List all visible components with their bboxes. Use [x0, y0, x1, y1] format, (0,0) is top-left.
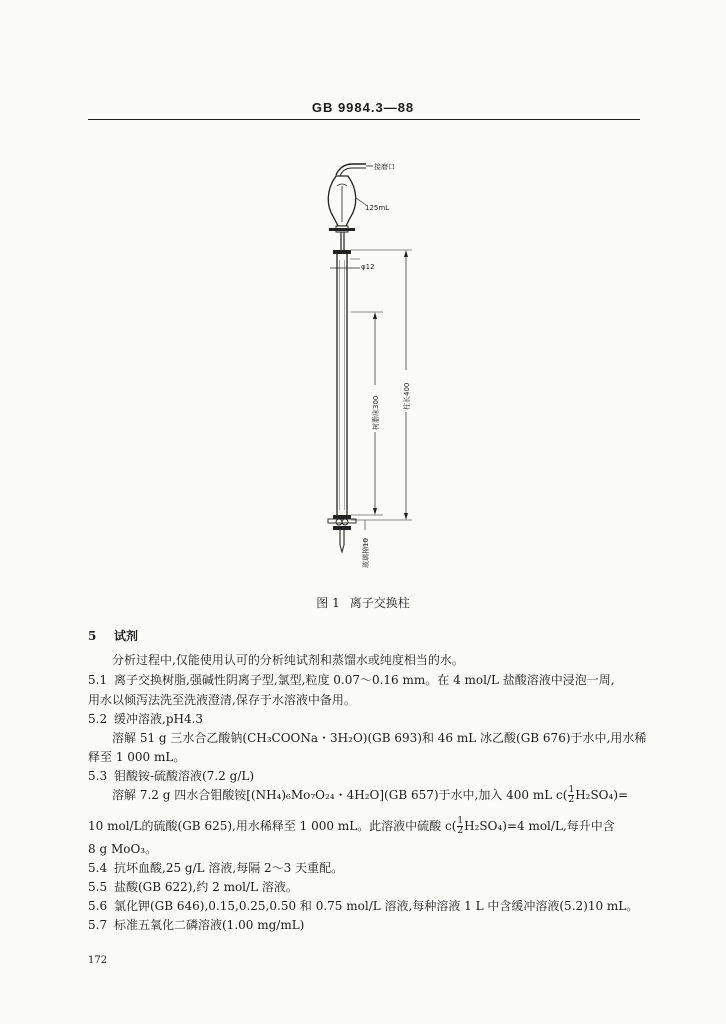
intro-paragraph: 分析过程中,仅能使用认可的分析纯试剂和蒸馏水或纯度相当的水。 — [112, 653, 464, 667]
item-number: 5.4 — [88, 861, 108, 875]
item-title: 钼酸铵-硫酸溶液(7.2 g/L) — [114, 769, 255, 783]
item-title: 缓冲溶液,pH4.3 — [114, 712, 204, 726]
frac-denominator: 2 — [457, 826, 464, 836]
item-5-7 — [88, 916, 304, 933]
frac-numerator: 1 — [457, 816, 464, 826]
item-text: 标准五氧化二磷溶液(1.00 mg/mL) — [114, 918, 305, 932]
item-5-2 — [88, 710, 203, 727]
item-number: 5.1 — [88, 673, 108, 687]
page-number: 172 — [88, 955, 108, 966]
label-volume: 125mL — [365, 204, 390, 212]
standard-header: GB 9984.3—88 — [311, 100, 415, 115]
item-number: 5.2 — [88, 712, 108, 726]
item-number: 5.6 — [88, 899, 108, 913]
item-5-1 — [88, 671, 615, 688]
section-5-heading — [88, 627, 138, 644]
figure-title: 离子交换柱 — [349, 596, 410, 610]
item-number: 5.7 — [88, 918, 108, 932]
label-ground-joint: 接磨口 — [374, 163, 395, 171]
item-5-6 — [88, 897, 638, 914]
text-segment: 10 mol/L的硫酸(GB 625),用水稀释至 1 000 mL。此溶液中硫酸 c( — [88, 819, 457, 833]
label-diameter: φ12 — [361, 263, 375, 271]
item-5-2-text: 溶解 51 g 三水合乙酸钠(CH₃COONa・3H₂O)(GB 693)和 46 mL 冰乙酸(GB 676)于水中,用水稀 — [112, 731, 647, 745]
item-5-3-line-2 — [88, 817, 615, 836]
item-5-3 — [88, 767, 254, 784]
text-segment: H₂SO₄)=4 mol/L,每升中含 — [464, 819, 615, 833]
label-column-length: 柱长400 — [403, 382, 411, 410]
fraction-one-half — [457, 817, 463, 836]
label-glass-wool: 玻璃棉10 — [362, 538, 370, 568]
item-text: 抗坏血酸,25 g/L 溶液,每隔 2～3 天重配。 — [114, 861, 344, 875]
section-number: 5 — [88, 629, 97, 643]
figure-caption — [0, 594, 726, 611]
text-segment: 溶解 7.2 g 四水合钼酸铵[(NH₄)₆Mo₇O₂₄・4H₂O](GB 657)于水中,加入 400 mL c( — [112, 788, 568, 802]
item-5-1-continuation: 用水以倾泻法洗至洗液澄清,保存于水溶液中备用。 — [88, 693, 356, 707]
item-5-5 — [88, 878, 298, 895]
label-resin-bed: 树脂床300 — [372, 395, 380, 430]
fraction-one-half — [568, 786, 574, 805]
item-text: 氯化钾(GB 646),0.15,0.25,0.50 和 0.75 mol/L 溶液,每种溶液 1 L 中含缓冲溶液(5.2)10 mL。 — [114, 899, 639, 913]
figure-number: 图 1 — [316, 596, 340, 610]
item-text: 盐酸(GB 622),约 2 mol/L 溶液。 — [114, 880, 298, 894]
item-number: 5.5 — [88, 880, 108, 894]
item-5-2-continuation: 释至 1 000 mL。 — [88, 750, 186, 764]
item-5-3-line-3: 8 g MoO₃。 — [88, 842, 158, 856]
item-5-3-line-1 — [112, 786, 628, 805]
frac-numerator: 1 — [568, 785, 575, 795]
frac-denominator: 2 — [568, 795, 575, 805]
item-5-4 — [88, 859, 343, 876]
item-text: 离子交换树脂,强碱性阴离子型,氯型,粒度 0.07～0.16 mm。在 4 mol/L 盐酸溶液中浸泡一周, — [114, 673, 615, 687]
text-segment: H₂SO₄)= — [575, 788, 629, 802]
section-title: 试剂 — [114, 629, 139, 643]
item-number: 5.3 — [88, 769, 108, 783]
